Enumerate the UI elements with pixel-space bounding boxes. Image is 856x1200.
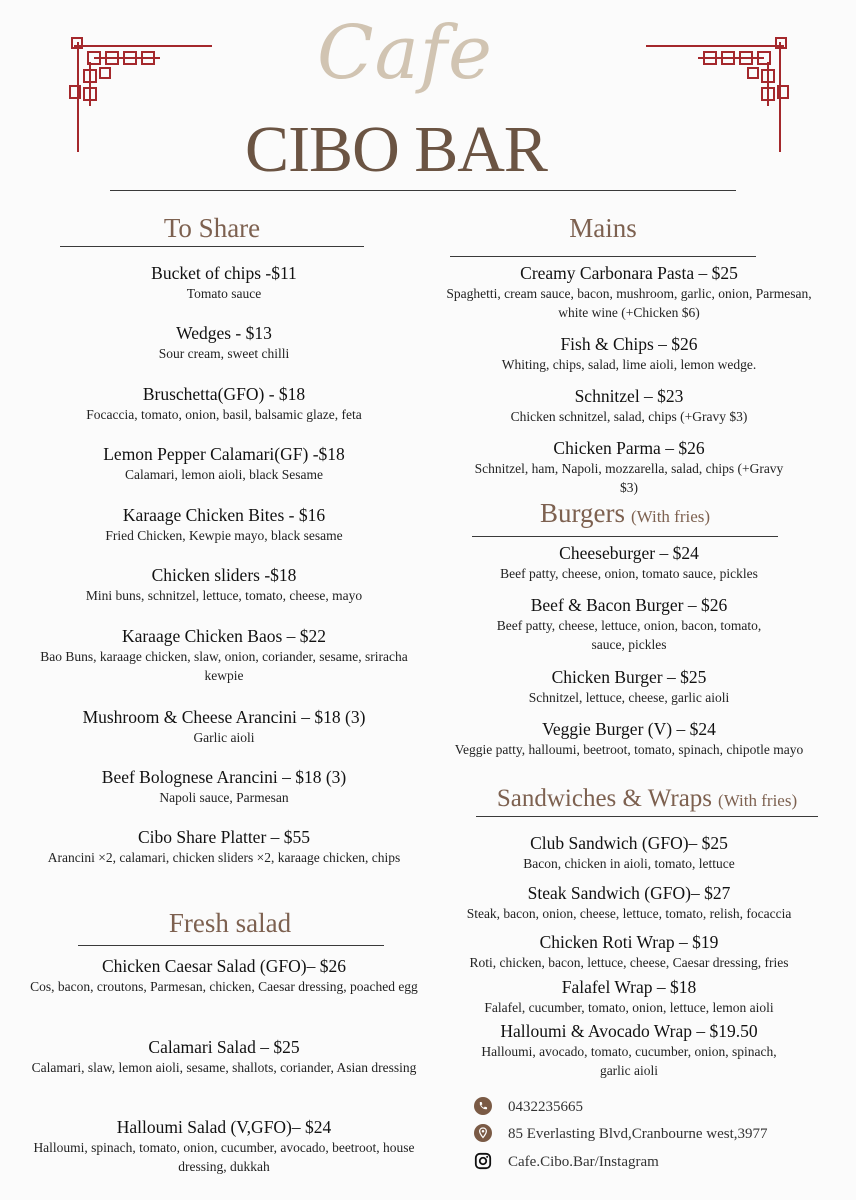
list-item: Chicken sliders -$18 Mini buns, schnitzel, lettuce, tomato, cheese, mayo	[85, 565, 363, 603]
list-item: Chicken Roti Wrap – $19 Roti, chicken, bacon, lettuce, cheese, Caesar dressing, fries	[469, 932, 789, 970]
list-item: Wedges - $13 Sour cream, sweet chilli	[158, 323, 290, 361]
contact-instagram[interactable]: Cafe.Cibo.Bar/Instagram	[474, 1152, 659, 1171]
list-item: Halloumi Salad (V,GFO)– $24 Halloumi, spinach, tomato, onion, cucumber, avocado, beetroot, house dressing, dukkah	[33, 1117, 415, 1174]
list-item: Fish & Chips – $26 Whiting, chips, salad, lime aioli, lemon wedge.	[501, 334, 757, 372]
list-item: Schnitzel – $23 Chicken schnitzel, salad, chips (+Gravy $3)	[510, 386, 748, 424]
list-item: Chicken Parma – $26 Schnitzel, ham, Napoli, mozzarella, salad, chips (+Gravy $3)	[474, 438, 784, 495]
list-item: Beef & Bacon Burger – $26 Beef patty, cheese, lettuce, onion, bacon, tomato, sauce, pickles	[496, 595, 762, 652]
section-title-mains: Mains	[569, 213, 637, 243]
contact-phone[interactable]: 0432235665	[474, 1097, 583, 1116]
list-item: Cibo Share Platter – $55 Arancini ×2, calamari, chicken sliders ×2, karaage chicken, chips	[47, 827, 401, 865]
script-title: Cafe	[317, 10, 493, 96]
sandwiches-title: Sandwiches & Wraps	[496, 785, 713, 812]
list-item: Chicken Caesar Salad (GFO)– $26 Cos, bacon, croutons, Parmesan, chicken, Caesar dressing, poached egg	[30, 956, 418, 994]
list-item: Halloumi & Avocado Wrap – $19.50 Halloumi, avocado, tomato, cucumber, onion, spinach, garlic aioli	[481, 1021, 777, 1078]
location-pin-icon	[474, 1124, 492, 1142]
corner-ornament-left-icon	[64, 32, 214, 156]
burgers-subtitle: (With fries)	[630, 507, 711, 526]
list-item: Calamari Salad – $25 Calamari, slaw, lemon aioli, sesame, shallots, coriander, Asian dressing	[31, 1037, 417, 1075]
brand-title: CIBO BAR	[245, 113, 547, 186]
list-item: Cheeseburger – $24 Beef patty, cheese, onion, tomato sauce, pickles	[500, 543, 758, 581]
list-item: Bucket of chips -$11 Tomato sauce	[151, 263, 297, 301]
list-item: Club Sandwich (GFO)– $25 Bacon, chicken in aioli, tomato, lettuce	[523, 833, 735, 871]
header-divider	[110, 190, 736, 191]
section-title-sandwiches	[462, 785, 832, 813]
sandwiches-divider	[476, 816, 818, 817]
list-item: Steak Sandwich (GFO)– $27 Steak, bacon, onion, cheese, lettuce, tomato, relish, focaccia	[466, 883, 792, 921]
list-item: Karaage Chicken Bites - $16 Fried Chicken, Kewpie mayo, black sesame	[105, 505, 343, 543]
list-item: Veggie Burger (V) – $24 Veggie patty, halloumi, beetroot, tomato, spinach, chipotle mayo	[454, 719, 804, 757]
burgers-divider	[472, 536, 778, 537]
list-item: Mushroom & Cheese Arancini – $18 (3) Garlic aioli	[82, 707, 366, 745]
list-item: Lemon Pepper Calamari(GF) -$18 Calamari, lemon aioli, black Sesame	[103, 444, 345, 482]
burgers-title: Burgers	[539, 498, 625, 528]
section-title-fresh-salad: Fresh salad	[168, 908, 292, 938]
list-item: Creamy Carbonara Pasta – $25 Spaghetti, cream sauce, bacon, mushroom, garlic, onion, Parmesan, white wine (+Chicken $6)	[446, 263, 812, 320]
section-title-to-share: To Share	[163, 213, 261, 243]
list-item: Beef Bolognese Arancini – $18 (3) Napoli sauce, Parmesan	[101, 767, 347, 805]
contact-address[interactable]: 85 Everlasting Blvd,Cranbourne west,3977	[474, 1124, 768, 1143]
fresh-salad-divider	[78, 945, 384, 946]
mains-divider	[450, 256, 756, 257]
corner-ornament-right-icon	[644, 32, 794, 156]
phone-icon	[474, 1097, 492, 1115]
list-item: Falafel Wrap – $18 Falafel, cucumber, tomato, onion, lettuce, lemon aioli	[484, 977, 774, 1015]
section-title-burgers	[470, 498, 780, 529]
sandwiches-subtitle: (With fries)	[718, 791, 798, 810]
list-item: Chicken Burger – $25 Schnitzel, lettuce, cheese, garlic aioli	[528, 667, 730, 705]
list-item: Bruschetta(GFO) - $18 Focaccia, tomato, onion, basil, balsamic glaze, feta	[86, 384, 362, 422]
list-item: Karaage Chicken Baos – $22 Bao Buns, karaage chicken, slaw, onion, coriander, sesame, sriracha kewpie	[40, 626, 408, 683]
instagram-icon	[474, 1152, 492, 1170]
to-share-divider	[60, 246, 364, 247]
